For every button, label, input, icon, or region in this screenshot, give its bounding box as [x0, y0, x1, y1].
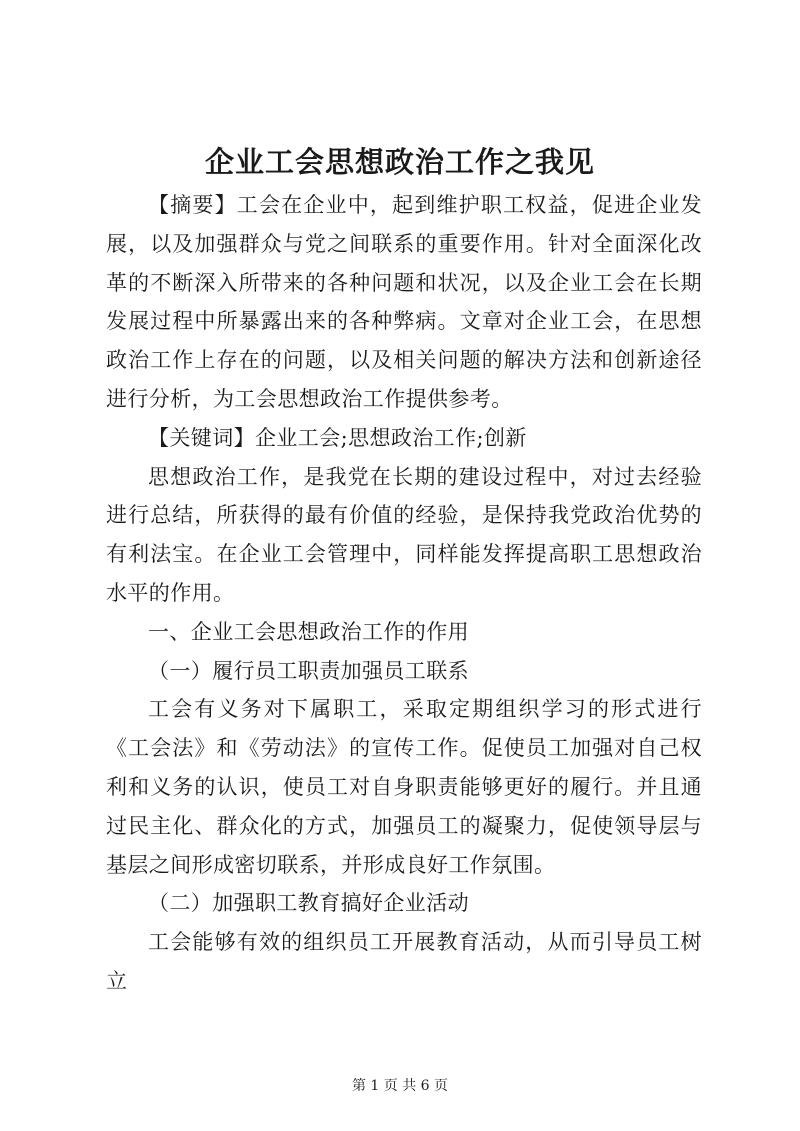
keywords-paragraph: 【关键词】企业工会;思想政治工作;创新 — [148, 425, 527, 450]
section-heading: 一、企业工会思想政治工作的作用 — [148, 619, 469, 644]
body-paragraph: 工会能够有效的组织员工开展教育活动，从而引导员工树立 — [106, 930, 702, 993]
document-title: 企业工会思想政治工作之我见 — [204, 145, 595, 179]
subsection-heading: （一）履行员工职责加强员工联系 — [148, 658, 469, 683]
page-footer: 第 1 页 共 6 页 — [351, 1078, 449, 1094]
abstract-paragraph: 【摘要】工会在企业中，起到维护职工权益，促进企业发展，以及加强群众与党之间联系的重要作用。针对全面深化改革的不断深入所带来的各种问题和状况，以及企业工会在长期发展过程中所暴露出来的各种弊病。文章对企业工会，在思想政治工作上存在的问题，以及相关问题的解决方法和创新途径进行分析，为工会思想政治工作提供参考。 — [106, 193, 702, 411]
body-paragraph: 工会有义务对下属职工，采取定期组织学习的形式进行《工会法》和《劳动法》的宣传工作。促使员工加强对自己权利和义务的认识，使员工对自身职责能够更好的履行。并且通过民主化、群众化的方式，加强员工的凝聚力，促使领导层与基层之间形成密切联系，并形成良好工作氛围。 — [106, 697, 702, 877]
subsection-heading: （二）加强职工教育搞好企业活动 — [148, 891, 469, 916]
intro-paragraph: 思想政治工作，是我党在长期的建设过程中，对过去经验进行总结，所获得的最有价值的经验，是保持我党政治优势的有利法宝。在企业工会管理中，同样能发挥提高职工思想政治水平的作用。 — [106, 464, 702, 605]
document-body — [106, 186, 702, 1001]
